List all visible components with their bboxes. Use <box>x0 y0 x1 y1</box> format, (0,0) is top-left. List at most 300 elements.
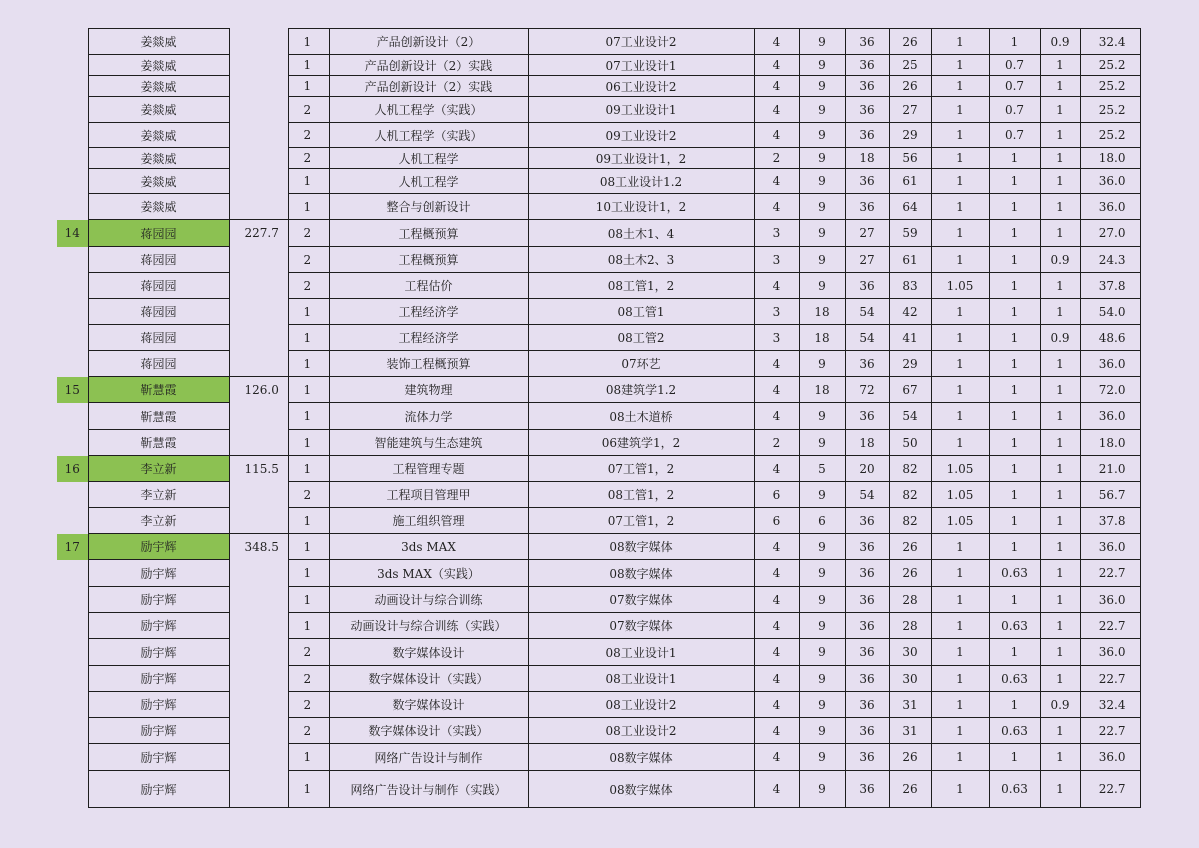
class-name: 07工管1，2 <box>528 456 754 482</box>
table-row <box>57 403 1140 430</box>
table-body <box>57 29 1140 808</box>
weekly-hours: 4 <box>754 123 799 148</box>
course-count: 2 <box>288 273 329 299</box>
student-count: 26 <box>889 560 931 587</box>
table-row <box>57 55 1140 76</box>
effective-hours: 36.0 <box>1080 351 1140 377</box>
teacher-name: 励宇辉 <box>88 560 229 587</box>
course-name: 施工组织管理 <box>329 508 528 534</box>
student-count: 26 <box>889 29 931 55</box>
class-name: 06工业设计2 <box>528 76 754 97</box>
class-name: 07工管1，2 <box>528 508 754 534</box>
weekly-hours: 4 <box>754 55 799 76</box>
coefficient-1: 1 <box>931 771 989 808</box>
coefficient-3: 1 <box>1040 194 1080 220</box>
coefficient-2: 0.63 <box>989 560 1040 587</box>
coefficient-1: 1.05 <box>931 456 989 482</box>
course-count: 1 <box>288 169 329 194</box>
student-count: 26 <box>889 744 931 771</box>
coefficient-3: 1 <box>1040 534 1080 560</box>
course-count: 1 <box>288 377 329 403</box>
theory-hours: 36 <box>845 76 889 97</box>
course-name: 人机工程学（实践） <box>329 97 528 123</box>
table-row <box>57 430 1140 456</box>
row-number <box>57 169 88 194</box>
weeks: 9 <box>799 97 845 123</box>
theory-hours: 36 <box>845 718 889 744</box>
teacher-total <box>229 692 288 718</box>
coefficient-1: 1 <box>931 325 989 351</box>
coefficient-1: 1 <box>931 351 989 377</box>
coefficient-3: 1 <box>1040 771 1080 808</box>
effective-hours: 25.2 <box>1080 97 1140 123</box>
table-row <box>57 508 1140 534</box>
theory-hours: 36 <box>845 560 889 587</box>
theory-hours: 36 <box>845 97 889 123</box>
course-name: 智能建筑与生态建筑 <box>329 430 528 456</box>
student-count: 61 <box>889 169 931 194</box>
weekly-hours: 4 <box>754 169 799 194</box>
course-count: 1 <box>288 430 329 456</box>
weekly-hours: 4 <box>754 377 799 403</box>
weekly-hours: 3 <box>754 220 799 247</box>
row-number <box>57 247 88 273</box>
class-name: 08工管1，2 <box>528 273 754 299</box>
teacher-total <box>229 29 288 55</box>
class-name: 10工业设计1，2 <box>528 194 754 220</box>
class-name: 08工业设计1.2 <box>528 169 754 194</box>
course-name: 工程估价 <box>329 273 528 299</box>
class-name: 08数字媒体 <box>528 744 754 771</box>
course-name: 动画设计与综合训练 <box>329 587 528 613</box>
coefficient-1: 1 <box>931 430 989 456</box>
teacher-name: 励宇辉 <box>88 534 229 560</box>
teacher-name: 励宇辉 <box>88 744 229 771</box>
teacher-name: 李立新 <box>88 456 229 482</box>
teacher-name: 蒋园园 <box>88 351 229 377</box>
teacher-name: 靳慧霞 <box>88 430 229 456</box>
coefficient-3: 1 <box>1040 97 1080 123</box>
coefficient-3: 1 <box>1040 148 1080 169</box>
theory-hours: 36 <box>845 771 889 808</box>
effective-hours: 18.0 <box>1080 430 1140 456</box>
student-count: 61 <box>889 247 931 273</box>
class-name: 06建筑学1，2 <box>528 430 754 456</box>
coefficient-3: 0.9 <box>1040 247 1080 273</box>
theory-hours: 36 <box>845 666 889 692</box>
effective-hours: 22.7 <box>1080 613 1140 639</box>
course-name: 工程概预算 <box>329 220 528 247</box>
teacher-name: 励宇辉 <box>88 639 229 666</box>
student-count: 26 <box>889 534 931 560</box>
coefficient-2: 1 <box>989 377 1040 403</box>
class-name: 08数字媒体 <box>528 534 754 560</box>
coefficient-1: 1 <box>931 560 989 587</box>
course-name: 3ds MAX <box>329 534 528 560</box>
row-number <box>57 430 88 456</box>
coefficient-1: 1 <box>931 97 989 123</box>
student-count: 31 <box>889 718 931 744</box>
coefficient-2: 1 <box>989 692 1040 718</box>
coefficient-2: 0.7 <box>989 76 1040 97</box>
teacher-name: 姜燚威 <box>88 123 229 148</box>
course-count: 1 <box>288 587 329 613</box>
row-number <box>57 508 88 534</box>
coefficient-2: 1 <box>989 744 1040 771</box>
class-name: 08数字媒体 <box>528 560 754 587</box>
weekly-hours: 4 <box>754 273 799 299</box>
weekly-hours: 2 <box>754 148 799 169</box>
weekly-hours: 3 <box>754 299 799 325</box>
weeks: 18 <box>799 299 845 325</box>
row-number <box>57 55 88 76</box>
student-count: 26 <box>889 76 931 97</box>
class-name: 08工管1，2 <box>528 482 754 508</box>
student-count: 27 <box>889 97 931 123</box>
class-name: 08工业设计1 <box>528 639 754 666</box>
teacher-total <box>229 613 288 639</box>
class-name: 07环艺 <box>528 351 754 377</box>
coefficient-3: 1 <box>1040 123 1080 148</box>
table-row <box>57 613 1140 639</box>
teacher-name: 励宇辉 <box>88 771 229 808</box>
class-name: 08工管1 <box>528 299 754 325</box>
student-count: 25 <box>889 55 931 76</box>
effective-hours: 36.0 <box>1080 403 1140 430</box>
class-name: 08工管2 <box>528 325 754 351</box>
theory-hours: 54 <box>845 299 889 325</box>
course-count: 2 <box>288 97 329 123</box>
row-number <box>57 482 88 508</box>
course-count: 1 <box>288 771 329 808</box>
effective-hours: 25.2 <box>1080 55 1140 76</box>
coefficient-2: 1 <box>989 430 1040 456</box>
weekly-hours: 4 <box>754 666 799 692</box>
table-row <box>57 76 1140 97</box>
table-row <box>57 744 1140 771</box>
course-count: 1 <box>288 613 329 639</box>
weeks: 9 <box>799 169 845 194</box>
theory-hours: 54 <box>845 482 889 508</box>
coefficient-1: 1 <box>931 29 989 55</box>
effective-hours: 18.0 <box>1080 148 1140 169</box>
table-row <box>57 148 1140 169</box>
teacher-total <box>229 430 288 456</box>
class-name: 08土木2、3 <box>528 247 754 273</box>
effective-hours: 37.8 <box>1080 273 1140 299</box>
theory-hours: 36 <box>845 534 889 560</box>
teacher-name: 姜燚威 <box>88 148 229 169</box>
weeks: 9 <box>799 613 845 639</box>
teacher-total <box>229 508 288 534</box>
weekly-hours: 4 <box>754 194 799 220</box>
effective-hours: 25.2 <box>1080 76 1140 97</box>
course-count: 1 <box>288 299 329 325</box>
effective-hours: 36.0 <box>1080 169 1140 194</box>
student-count: 82 <box>889 508 931 534</box>
theory-hours: 36 <box>845 587 889 613</box>
table-row <box>57 692 1140 718</box>
class-name: 07数字媒体 <box>528 613 754 639</box>
coefficient-2: 1 <box>989 169 1040 194</box>
effective-hours: 22.7 <box>1080 560 1140 587</box>
weekly-hours: 4 <box>754 718 799 744</box>
weekly-hours: 4 <box>754 744 799 771</box>
row-number: 16 <box>57 456 88 482</box>
coefficient-2: 1 <box>989 403 1040 430</box>
theory-hours: 36 <box>845 744 889 771</box>
student-count: 29 <box>889 123 931 148</box>
teacher-name: 励宇辉 <box>88 692 229 718</box>
teacher-name: 蒋园园 <box>88 220 229 247</box>
coefficient-3: 1 <box>1040 666 1080 692</box>
row-number <box>57 718 88 744</box>
table-row <box>57 456 1140 482</box>
course-count: 1 <box>288 534 329 560</box>
effective-hours: 25.2 <box>1080 123 1140 148</box>
row-number <box>57 613 88 639</box>
coefficient-1: 1 <box>931 744 989 771</box>
student-count: 30 <box>889 639 931 666</box>
teacher-total <box>229 169 288 194</box>
coefficient-3: 1 <box>1040 456 1080 482</box>
effective-hours: 56.7 <box>1080 482 1140 508</box>
student-count: 56 <box>889 148 931 169</box>
course-name: 数字媒体设计 <box>329 692 528 718</box>
course-name: 工程项目管理甲 <box>329 482 528 508</box>
row-number <box>57 692 88 718</box>
teacher-name: 姜燚威 <box>88 55 229 76</box>
effective-hours: 21.0 <box>1080 456 1140 482</box>
coefficient-1: 1 <box>931 692 989 718</box>
teacher-name: 姜燚威 <box>88 29 229 55</box>
effective-hours: 36.0 <box>1080 534 1140 560</box>
class-name: 07数字媒体 <box>528 587 754 613</box>
row-number <box>57 325 88 351</box>
coefficient-2: 1 <box>989 534 1040 560</box>
course-count: 1 <box>288 508 329 534</box>
weekly-hours: 3 <box>754 325 799 351</box>
class-name: 08建筑学1.2 <box>528 377 754 403</box>
effective-hours: 22.7 <box>1080 771 1140 808</box>
weekly-hours: 6 <box>754 508 799 534</box>
class-name: 07工业设计2 <box>528 29 754 55</box>
row-number <box>57 403 88 430</box>
coefficient-1: 1 <box>931 169 989 194</box>
course-count: 1 <box>288 29 329 55</box>
course-name: 数字媒体设计 <box>329 639 528 666</box>
workload-table <box>57 28 1141 808</box>
course-name: 建筑物理 <box>329 377 528 403</box>
course-count: 2 <box>288 692 329 718</box>
student-count: 64 <box>889 194 931 220</box>
coefficient-2: 0.7 <box>989 123 1040 148</box>
teacher-name: 姜燚威 <box>88 76 229 97</box>
coefficient-3: 1 <box>1040 220 1080 247</box>
course-count: 1 <box>288 351 329 377</box>
course-name: 工程经济学 <box>329 299 528 325</box>
teacher-total: 348.5 <box>229 534 288 560</box>
coefficient-3: 1 <box>1040 560 1080 587</box>
course-name: 整合与创新设计 <box>329 194 528 220</box>
theory-hours: 18 <box>845 430 889 456</box>
table-row <box>57 377 1140 403</box>
student-count: 82 <box>889 482 931 508</box>
weekly-hours: 4 <box>754 76 799 97</box>
coefficient-2: 1 <box>989 194 1040 220</box>
coefficient-1: 1.05 <box>931 482 989 508</box>
table-row <box>57 639 1140 666</box>
row-number <box>57 771 88 808</box>
coefficient-2: 0.7 <box>989 97 1040 123</box>
course-count: 1 <box>288 403 329 430</box>
theory-hours: 36 <box>845 613 889 639</box>
row-number: 14 <box>57 220 88 247</box>
student-count: 41 <box>889 325 931 351</box>
course-name: 网络广告设计与制作（实践） <box>329 771 528 808</box>
coefficient-3: 1 <box>1040 639 1080 666</box>
theory-hours: 18 <box>845 148 889 169</box>
coefficient-1: 1 <box>931 718 989 744</box>
weekly-hours: 4 <box>754 351 799 377</box>
table-row <box>57 587 1140 613</box>
table-row <box>57 247 1140 273</box>
course-name: 产品创新设计（2）实践 <box>329 76 528 97</box>
effective-hours: 36.0 <box>1080 639 1140 666</box>
weeks: 9 <box>799 560 845 587</box>
teacher-total <box>229 299 288 325</box>
coefficient-3: 1 <box>1040 613 1080 639</box>
coefficient-2: 1 <box>989 351 1040 377</box>
coefficient-1: 1 <box>931 55 989 76</box>
teacher-total <box>229 55 288 76</box>
weeks: 9 <box>799 639 845 666</box>
effective-hours: 22.7 <box>1080 718 1140 744</box>
course-name: 3ds MAX（实践） <box>329 560 528 587</box>
weeks: 9 <box>799 76 845 97</box>
table-row <box>57 97 1140 123</box>
student-count: 29 <box>889 351 931 377</box>
weeks: 9 <box>799 123 845 148</box>
row-number <box>57 666 88 692</box>
table-row <box>57 351 1140 377</box>
weeks: 9 <box>799 718 845 744</box>
coefficient-3: 0.9 <box>1040 325 1080 351</box>
course-name: 数字媒体设计（实践） <box>329 666 528 692</box>
weekly-hours: 6 <box>754 482 799 508</box>
row-number <box>57 123 88 148</box>
weekly-hours: 4 <box>754 639 799 666</box>
coefficient-1: 1 <box>931 587 989 613</box>
student-count: 28 <box>889 587 931 613</box>
course-count: 1 <box>288 194 329 220</box>
weekly-hours: 4 <box>754 403 799 430</box>
row-number <box>57 97 88 123</box>
theory-hours: 36 <box>845 692 889 718</box>
student-count: 28 <box>889 613 931 639</box>
course-count: 1 <box>288 560 329 587</box>
teacher-name: 靳慧霞 <box>88 377 229 403</box>
coefficient-2: 1 <box>989 299 1040 325</box>
teacher-total <box>229 560 288 587</box>
coefficient-2: 1 <box>989 482 1040 508</box>
weeks: 9 <box>799 430 845 456</box>
coefficient-2: 1 <box>989 29 1040 55</box>
weekly-hours: 3 <box>754 247 799 273</box>
teacher-name: 蒋园园 <box>88 325 229 351</box>
course-count: 2 <box>288 123 329 148</box>
teacher-total <box>229 123 288 148</box>
effective-hours: 48.6 <box>1080 325 1140 351</box>
effective-hours: 37.8 <box>1080 508 1140 534</box>
coefficient-2: 1 <box>989 639 1040 666</box>
class-name: 08土木道桥 <box>528 403 754 430</box>
coefficient-2: 1 <box>989 273 1040 299</box>
row-number <box>57 194 88 220</box>
class-name: 08工业设计1 <box>528 666 754 692</box>
course-count: 2 <box>288 148 329 169</box>
teacher-name: 靳慧霞 <box>88 403 229 430</box>
coefficient-1: 1 <box>931 194 989 220</box>
coefficient-3: 1 <box>1040 718 1080 744</box>
course-count: 1 <box>288 744 329 771</box>
theory-hours: 36 <box>845 508 889 534</box>
coefficient-1: 1 <box>931 299 989 325</box>
row-number: 17 <box>57 534 88 560</box>
coefficient-1: 1 <box>931 123 989 148</box>
row-number <box>57 29 88 55</box>
coefficient-1: 1 <box>931 613 989 639</box>
teacher-name: 励宇辉 <box>88 718 229 744</box>
teacher-name: 李立新 <box>88 508 229 534</box>
theory-hours: 36 <box>845 55 889 76</box>
theory-hours: 27 <box>845 220 889 247</box>
teacher-total: 227.7 <box>229 220 288 247</box>
class-name: 08工业设计2 <box>528 718 754 744</box>
coefficient-3: 1 <box>1040 587 1080 613</box>
course-name: 数字媒体设计（实践） <box>329 718 528 744</box>
theory-hours: 54 <box>845 325 889 351</box>
coefficient-3: 1 <box>1040 76 1080 97</box>
student-count: 83 <box>889 273 931 299</box>
coefficient-2: 0.63 <box>989 718 1040 744</box>
table-row <box>57 299 1140 325</box>
theory-hours: 36 <box>845 194 889 220</box>
weeks: 9 <box>799 148 845 169</box>
course-name: 人机工程学 <box>329 148 528 169</box>
table-row <box>57 534 1140 560</box>
coefficient-3: 1 <box>1040 508 1080 534</box>
course-name: 动画设计与综合训练（实践） <box>329 613 528 639</box>
student-count: 30 <box>889 666 931 692</box>
table-row <box>57 666 1140 692</box>
theory-hours: 20 <box>845 456 889 482</box>
teacher-total <box>229 482 288 508</box>
coefficient-2: 1 <box>989 325 1040 351</box>
theory-hours: 27 <box>845 247 889 273</box>
teacher-name: 励宇辉 <box>88 666 229 692</box>
coefficient-2: 0.63 <box>989 613 1040 639</box>
coefficient-1: 1 <box>931 247 989 273</box>
coefficient-1: 1 <box>931 220 989 247</box>
weeks: 9 <box>799 482 845 508</box>
weeks: 9 <box>799 194 845 220</box>
class-name: 08数字媒体 <box>528 771 754 808</box>
table-row <box>57 194 1140 220</box>
table-row <box>57 29 1140 55</box>
student-count: 42 <box>889 299 931 325</box>
effective-hours: 27.0 <box>1080 220 1140 247</box>
